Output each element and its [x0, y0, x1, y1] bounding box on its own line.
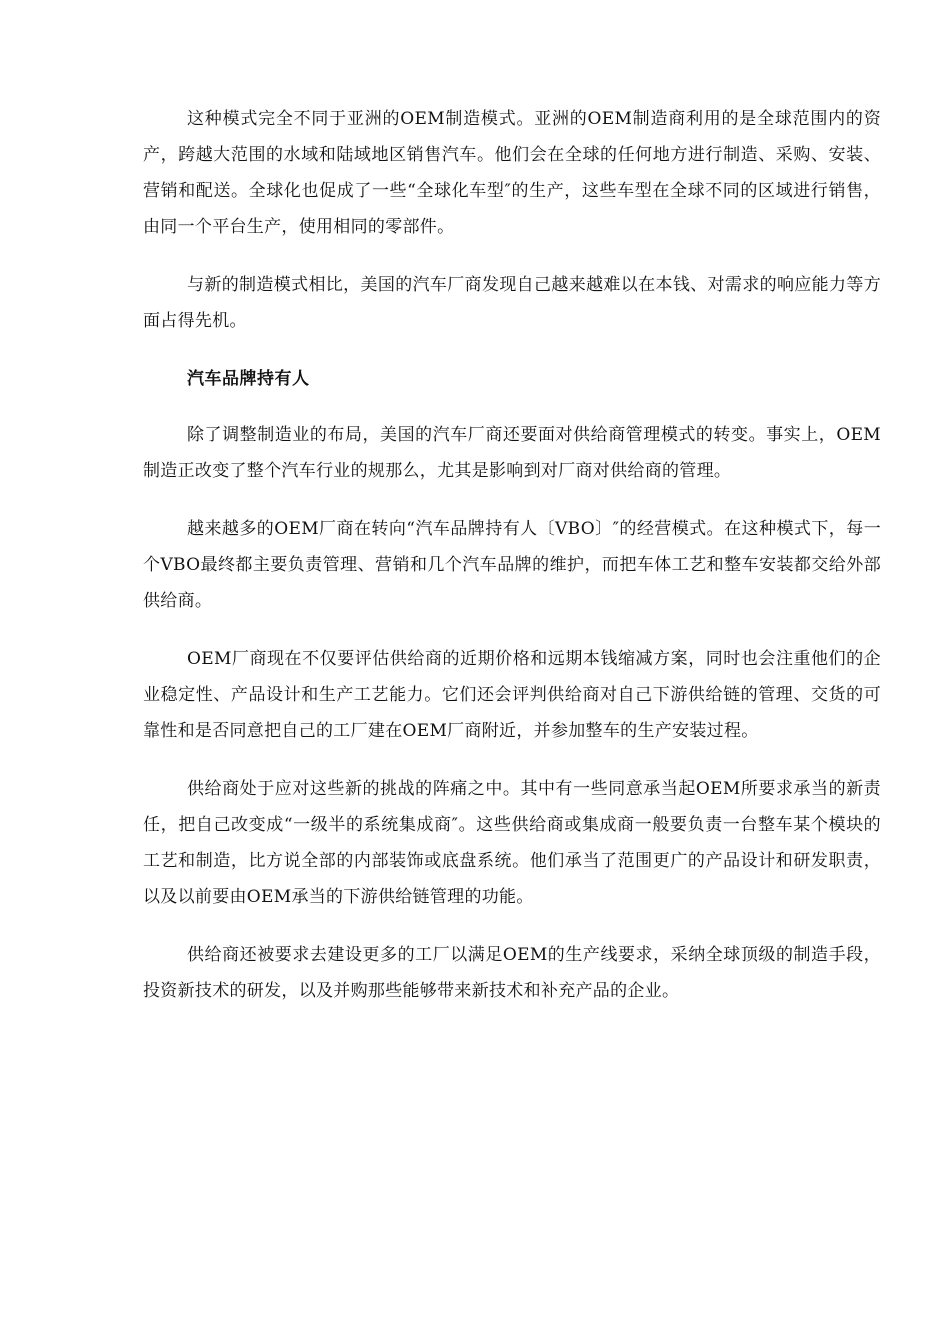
paragraph-supplier-requirements: 供给商还被要求去建设更多的工厂以满足OEM的生产线要求，采纳全球顶级的制造手段，投资新技术的研发，以及并购那些能够带来新技术和补充产品的企业。 [143, 945, 881, 1001]
section-heading-vbo: 汽车品牌持有人 [187, 369, 310, 389]
paragraph-us-disadvantage: 与新的制造模式相比，美国的汽车厂商发现自己越来越难以在本钱、对需求的响应能力等方面占得先机。 [143, 275, 881, 331]
paragraph-supplier-challenges: 供给商处于应对这些新的挑战的阵痛之中。其中有一些同意承当起OEM所要求承当的新责任，把自己改变成“一级半的系统集成商″。这些供给商或集成商一般要负责一台整车某个模块的工艺和制造，比方说全部的内部装饰或底盘系统。他们承当了范围更广的产品设计和研发职责，以及以前要由OEM承当的下游供给链管理的功能。 [143, 779, 881, 907]
paragraph-supplier-management-shift: 除了调整制造业的布局，美国的汽车厂商还要面对供给商管理模式的转变。事实上，OEM制造正改变了整个汽车行业的规那么，尤其是影响到对厂商对供给商的管理。 [143, 425, 881, 481]
document-body [143, 101, 881, 1009]
paragraph-vbo-model: 越来越多的OEM厂商在转向“汽车品牌持有人〔VBO〕″的经营模式。在这种模式下，每一个VBO最终都主要负责管理、营销和几个汽车品牌的维护，而把车体工艺和整车安装都交给外部供给商。 [143, 519, 881, 611]
paragraph-global-oem-model: 这种模式完全不同于亚洲的OEM制造模式。亚洲的OEM制造商利用的是全球范围内的资产，跨越大范围的水域和陆域地区销售汽车。他们会在全球的任何地方进行制造、采购、安装、营销和配送。全球化也促成了一些“全球化车型″的生产，这些车型在全球不同的区域进行销售，由同一个平台生产，使用相同的零部件。 [143, 109, 881, 237]
paragraph-supplier-evaluation: OEM厂商现在不仅要评估供给商的近期价格和远期本钱缩减方案，同时也会注重他们的企业稳定性、产品设计和生产工艺能力。它们还会评判供给商对自己下游供给链的管理、交货的可靠性和是否同意把自己的工厂建在OEM厂商附近，并参加整车的生产安装过程。 [143, 649, 881, 741]
